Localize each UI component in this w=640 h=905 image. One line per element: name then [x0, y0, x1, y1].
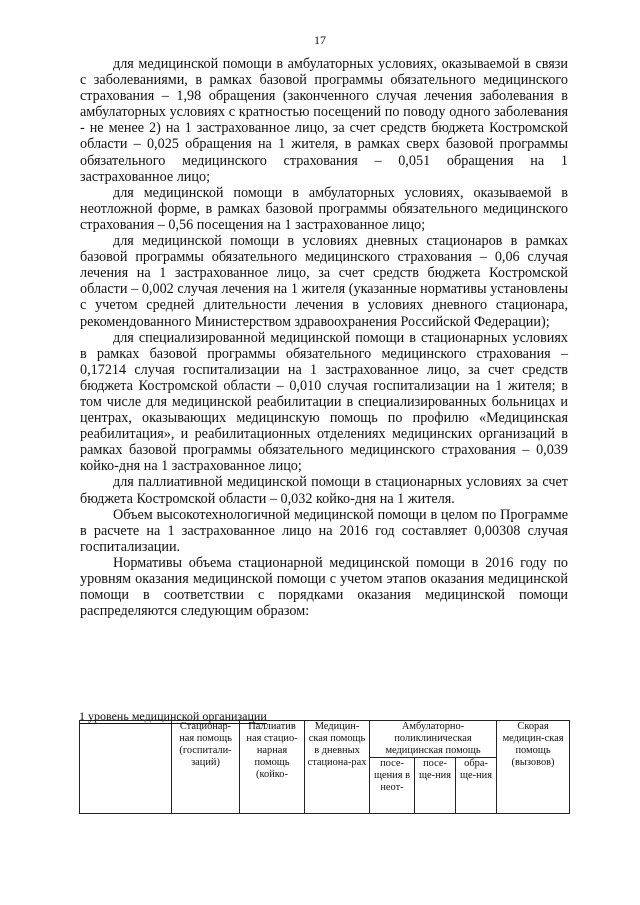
header-inpatient: Стационар-ная помощь (госпитали-заций) — [179, 721, 232, 768]
paragraph-specialized-inpatient: для специализированной медицинской помощи в стационарных условиях в рамках базовой программы обязательного медицинского страхования – 0,17214 случая госпитализации на 1 застрахованное лицо, за счет средств бюджета Костромской области – 0,010 случая госпитализации на 1 жителя; в том числе для медицинской реабилитации в специализированных больницах и центрах, оказывающих медицинскую помощь по профилю «Медицинская реабилитация», и реабилитационных отделениях медицинских организаций в рамках базовой программы обязательного медицинского страхования – 0,039 койко-дня на 1 застрахованное лицо; — [80, 329, 568, 475]
header-day-hospital: Медицин-ская помощь в дневных стациона-рах — [307, 721, 367, 768]
document-body — [80, 56, 568, 619]
page-number: 17 — [314, 33, 326, 47]
header-cell-ambulance — [497, 721, 570, 814]
header-outpatient-group: Амбулаторно-поликлиническая медицинская помощь — [385, 721, 481, 756]
header-palliative: Паллиатив ная стацио-нарная помощь (койко- — [246, 721, 298, 780]
paragraph-outpatient-disease: для медицинской помощи в амбулаторных условиях, оказываемой в связи с заболеваниями, в рамках базовой программы обязательного медицинского страхования – 1,98 обращения (законченного случая лечения заболевания в амбулаторных условиях с кратностью посещений по поводу одного заболевания - не менее 2) на 1 застрахованное лицо, за счет средств бюджета Костромской области – 0,025 обращения на 1 жителя, в рамках сверх базовой программы обязательного медицинского страхования – 0,051 обращения на 1 застрахованное лицо; — [80, 56, 568, 185]
paragraph-high-tech: Объем высокотехнологичной медицинской помощи в целом по Программе в расчете на 1 застрахованное лицо на 2016 год составляет 0,00308 случая госпитализации. — [80, 506, 568, 555]
paragraph-day-hospital: для медицинской помощи в условиях дневных стационаров в рамках базовой программы обязательного медицинского страхования – 0,06 случая лечения на 1 застрахованное лицо, за счет средств бюджета Костромской области – 0,002 случая лечения на 1 жителя (указанные нормативы установлены с учетом средней длительности лечения в условиях дневного стационара, рекомендованного Министерством здравоохранения Российской Федерации); — [80, 233, 568, 330]
header-outpatient-visits: посе-ще-ния — [419, 758, 451, 781]
header-cell-day-hospital — [305, 721, 370, 814]
header-outpatient-urgent: посе-щения в неот- — [373, 758, 411, 793]
header-cell-outpatient-group — [370, 721, 497, 758]
section-label-text: 1 уровень медицинской организации — [79, 709, 267, 723]
paragraph-palliative: для паллиативной медицинской помощи в стационарных условиях за счет бюджета Костромской области – 0,032 койко-дня на 1 жителя. — [80, 474, 568, 507]
header-cell-level — [80, 721, 172, 814]
header-cell-inpatient — [172, 721, 240, 814]
header-cell-outpatient-visits — [415, 758, 456, 814]
table-header-row — [80, 721, 570, 758]
header-cell-outpatient-appeals — [456, 758, 497, 814]
paragraph-outpatient-urgent: для медицинской помощи в амбулаторных условиях, оказываемой в неотложной форме, в рамках базовой программы обязательного медицинского страхования – 0,56 посещения на 1 застрахованное лицо; — [80, 184, 568, 233]
header-cell-outpatient-urgent — [370, 758, 415, 814]
header-outpatient-appeals: обра-ще-ния — [460, 758, 492, 781]
header-ambulance: Скорая медицин-ская помощь (вызовов) — [502, 721, 564, 768]
header-cell-palliative — [240, 721, 305, 814]
norms-table — [79, 720, 570, 814]
paragraph-norms-intro: Нормативы объема стационарной медицинской помощи в 2016 году по уровням оказания медицинской помощи с учетом этапов оказания медицинской помощи в соответствии с порядками оказания медицинской помощи распределяются следующим образом: — [80, 554, 568, 620]
